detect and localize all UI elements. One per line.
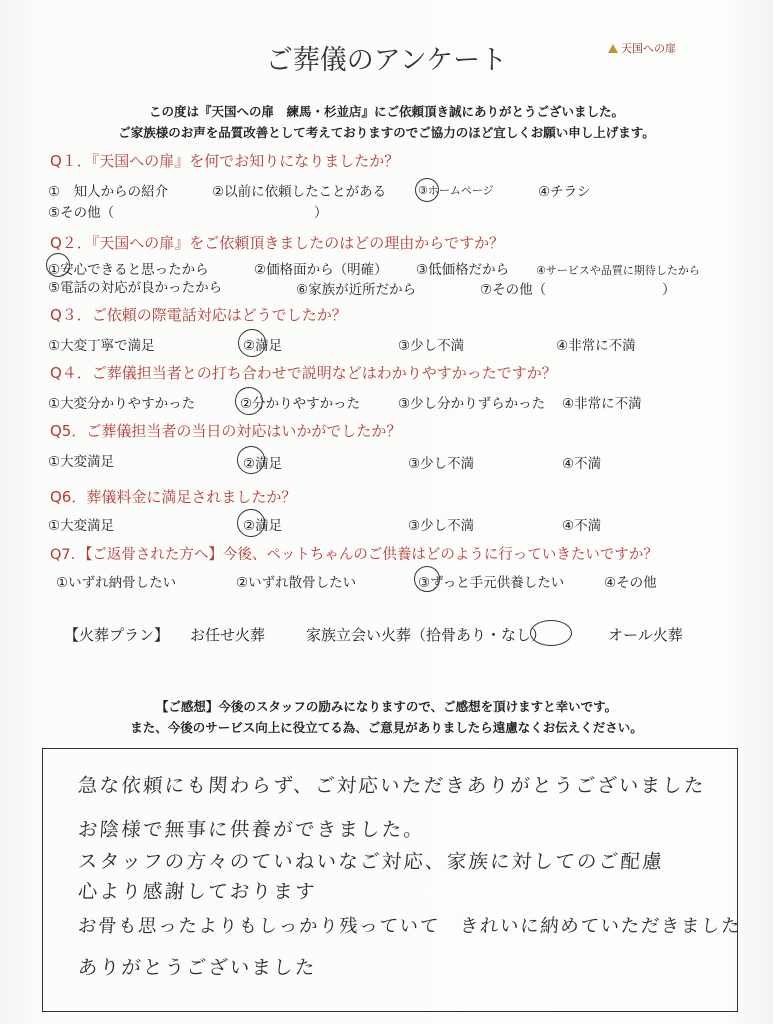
q2-option-5: ⑤電話の対応が良かったから [48, 280, 223, 296]
answer-circle-q5 [237, 446, 265, 474]
q2-option-4: ④サービスや品質に期待したから [536, 264, 700, 277]
q6-option-3: ③少し不満 [408, 518, 475, 534]
handwritten-line-4: 心より感謝しております [77, 880, 318, 903]
q7-option-4: ④その他 [604, 575, 657, 591]
question-5-label: Q5．ご葬儀担当者の当日の対応はいかがでしたか？ [50, 422, 402, 440]
plan-option-2: 家族立会い火葬（拾骨あり・なし） [306, 626, 547, 644]
question-1-label: Q１．『天国への扉』を何でお知りになりましたか？ [50, 152, 400, 170]
q1-option-1: ① 知人からの紹介 [48, 184, 169, 200]
q1-option-4: ④チラシ [538, 184, 591, 200]
intro-line-2: ご家族様のお声を品質改善として考えておりますのでご協力のほど宜しくお願い申し上げます。 [118, 125, 655, 140]
brand-logo [608, 40, 676, 56]
q1-option-5: ⑤その他（ [48, 205, 115, 221]
q1-option-3: ③ホームページ [418, 184, 494, 197]
answer-circle-q3 [238, 329, 266, 357]
q2-option-7-close: ） [662, 282, 676, 298]
comments-prompt-2: また、今後のサービス向上に役立てる為、ご意見がありましたら遠慮なくお伝えください。 [130, 720, 643, 735]
q7-option-3: ③ずっと手元供養したい [418, 575, 565, 591]
q6-option-2: ②満足 [243, 518, 283, 534]
question-7-label: Q7．【ご返骨された方へ】今後、ペットちゃんのご供養はどのように行っていきたいですか？ [50, 547, 658, 563]
intro-line-1: この度は『天国への扉 練馬・杉並店』にご依頼頂き誠にありがとうございました。 [148, 104, 624, 119]
q3-option-3: ③少し不満 [398, 338, 465, 354]
handwritten-line-1: 急な依頼にも関わらず、ご対応いただきありがとうございました [77, 774, 707, 797]
question-2-label: Q２．『天国への扉』をご依頼頂きましたのはどの理由からですか？ [50, 234, 505, 252]
q2-option-2: ②価格面から（明確） [254, 262, 388, 278]
answer-circle-q2 [46, 253, 70, 277]
q3-option-4: ④非常に不満 [556, 338, 636, 354]
plan-option-3: オール火葬 [608, 626, 683, 644]
answer-circle-q1 [415, 178, 439, 202]
q5-option-4: ④不満 [562, 456, 602, 472]
q2-option-3: ③低価格だから [416, 262, 510, 278]
q4-option-4: ④非常に不満 [562, 396, 642, 412]
plan-label: 【火葬プラン】 [64, 626, 170, 644]
page-title: ご葬儀のアンケート [265, 45, 508, 76]
handwritten-line-3: スタッフの方々のていねいなご対応、家族に対してのご配慮 [77, 850, 665, 873]
answer-circle-plan [530, 620, 572, 646]
handwritten-line-6: ありがとうございました [77, 956, 318, 979]
question-4-label: Q４．ご葬儀担当者との打ち合わせで説明などはわかりやすかったですか？ [50, 364, 557, 382]
q5-option-2: ②満足 [243, 456, 283, 472]
q2-option-7: ⑦その他（ [480, 282, 547, 298]
q3-option-1: ①大変丁寧で満足 [48, 338, 155, 354]
answer-circle-q7 [414, 566, 440, 592]
question-6-label: Q6．葬儀料金に満足されましたか？ [50, 488, 297, 506]
plan-option-1: お任せ火葬 [190, 626, 266, 644]
q4-option-2: ②分かりやすかった [240, 396, 361, 412]
comments-prompt-1: 【ご感想】今後のスタッフの励みになりますので、ご感想を頂けますと幸いです。 [155, 699, 618, 714]
q5-option-1: ①大変満足 [48, 454, 115, 470]
q3-option-2: ②満足 [243, 338, 283, 354]
q7-option-2: ②いずれ散骨したい [236, 575, 357, 591]
answer-circle-q6 [237, 509, 265, 537]
q7-option-1: ①いずれ納骨したい [56, 575, 177, 591]
q1-option-5-close: ） [314, 205, 328, 221]
q6-option-1: ①大変満足 [48, 518, 115, 534]
q4-option-3: ③少し分かりずらかった [398, 396, 546, 412]
handwritten-line-2: お陰様で無事に供養ができました。 [77, 818, 426, 841]
q2-option-1: ①安心できると思ったから [48, 262, 209, 278]
logo-text: 天国への扉 [621, 42, 676, 55]
answer-circle-q4 [235, 387, 263, 415]
question-3-label: Q３．ご依頼の際電話対応はどうでしたか？ [50, 306, 347, 324]
q6-option-4: ④不満 [562, 518, 602, 534]
logo-mark-icon [608, 44, 618, 53]
q4-option-1: ①大変分かりやすかった [48, 396, 196, 412]
q5-option-3: ③少し不満 [408, 456, 475, 472]
handwritten-line-5: お骨も思ったよりもしっかり残っていて きれいに納めていただきました [77, 916, 742, 937]
q2-option-6: ⑥家族が近所だから [296, 282, 417, 298]
q1-option-2: ②以前に依頼したことがある [212, 184, 387, 200]
